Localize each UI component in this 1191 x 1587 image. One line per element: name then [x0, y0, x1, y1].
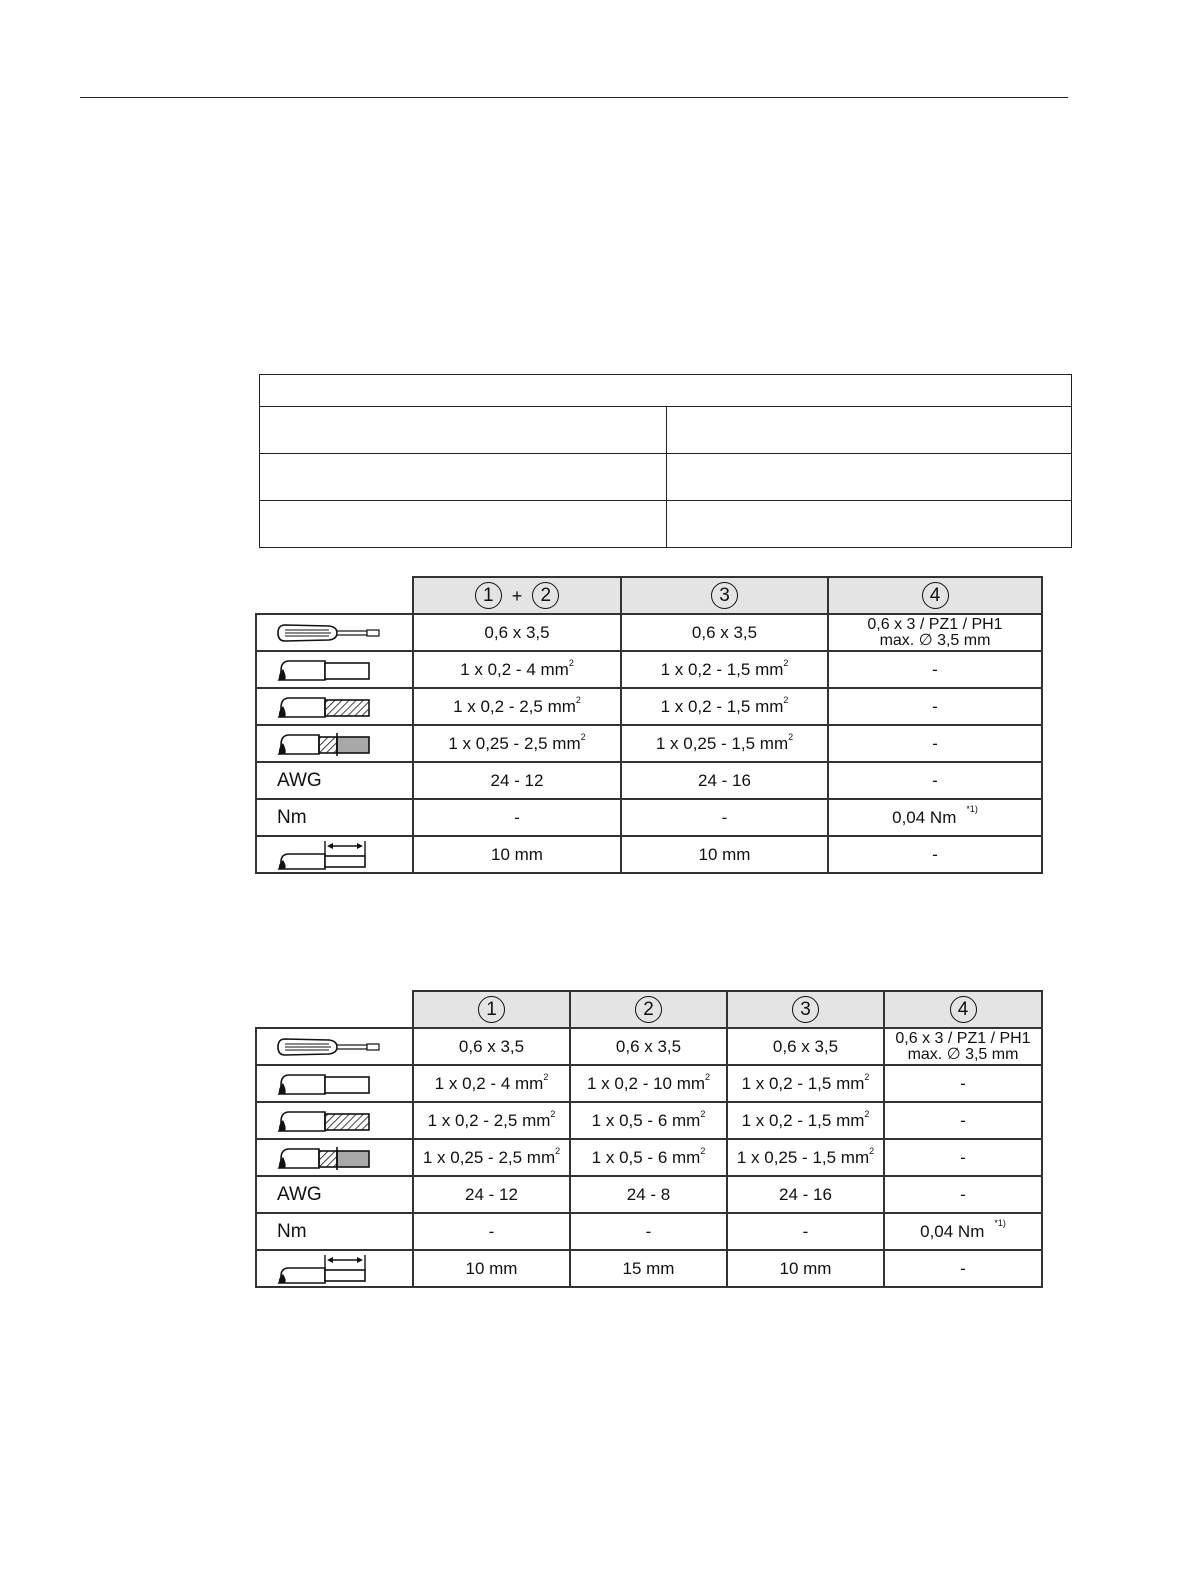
superscript: 2 — [705, 1072, 711, 1082]
header-terminal-4 — [884, 991, 1042, 1028]
screwdriver-icon-cell — [256, 614, 413, 651]
terminal-number: 2 — [532, 582, 559, 609]
solid-wire-icon-cell — [256, 651, 413, 688]
superscript: 2 — [783, 695, 789, 705]
superscript: 2 — [543, 1072, 549, 1082]
value-text: 1 x 0,2 - 1,5 mm — [741, 1111, 865, 1130]
awg-value: - — [828, 762, 1042, 799]
nm-value: - — [413, 1213, 570, 1250]
empty-cell — [667, 454, 1072, 501]
ferrule-solid-value — [570, 1065, 727, 1102]
terminal-number: 1 — [478, 996, 505, 1023]
strip-value: 10 mm — [727, 1250, 884, 1287]
strip-value: - — [884, 1250, 1042, 1287]
screwdriver-line: 0,6 x 3 / PZ1 / PH1 — [867, 615, 1003, 633]
awg-value: 24 - 12 — [413, 762, 621, 799]
value-text: 1 x 0,5 - 6 mm — [591, 1148, 701, 1167]
empty-cell — [260, 407, 667, 454]
ferrule-wire-icon — [277, 731, 373, 757]
plus-sign: + — [511, 585, 523, 606]
header-terminal-1 — [413, 991, 570, 1028]
ferrule-sleeve-value — [621, 725, 828, 762]
corner-cell — [256, 577, 413, 614]
header-terminal-3 — [621, 577, 828, 614]
screwdriver-icon-cell — [256, 1028, 413, 1065]
header-terminal-2 — [570, 991, 727, 1028]
stranded-value — [727, 1102, 884, 1139]
nm-value — [828, 799, 1042, 836]
strip-value: - — [828, 836, 1042, 873]
awg-value: 24 - 16 — [621, 762, 828, 799]
nm-value — [884, 1213, 1042, 1250]
ferrule-wire-icon-cell — [256, 725, 413, 762]
awg-value: 24 - 12 — [413, 1176, 570, 1213]
awg-label: AWG — [256, 1176, 413, 1213]
stranded-value — [413, 688, 621, 725]
awg-label: AWG — [256, 762, 413, 799]
value-text: 1 x 0,5 - 6 mm — [591, 1111, 701, 1130]
superscript: 2 — [580, 732, 586, 742]
screwdriver-line: max. ∅ 3,5 mm — [907, 1045, 1019, 1063]
value-text: 1 x 0,25 - 1,5 mm — [736, 1148, 870, 1167]
ferrule-solid-value — [621, 651, 828, 688]
value-text: 1 x 0,2 - 4 mm — [460, 660, 569, 679]
header-terminal-3 — [727, 991, 884, 1028]
screwdriver-value — [884, 1028, 1042, 1065]
nm-value: - — [727, 1213, 884, 1250]
superscript: 2 — [864, 1072, 870, 1082]
screwdriver-value: 0,6 x 3,5 — [570, 1028, 727, 1065]
ferrule-solid-value — [727, 1065, 884, 1102]
screwdriver-value — [828, 614, 1042, 651]
strip-length-icon-cell — [256, 836, 413, 873]
ferrule-sleeve-value — [413, 725, 621, 762]
empty-frame-table — [259, 374, 1072, 548]
value-text: 0,04 Nm — [892, 808, 957, 827]
nm-value: - — [621, 799, 828, 836]
strip-value: 10 mm — [413, 1250, 570, 1287]
screwdriver-value: 0,6 x 3,5 — [413, 1028, 570, 1065]
screwdriver-value: 0,6 x 3,5 — [727, 1028, 884, 1065]
terminal-number: 1 — [475, 582, 502, 609]
awg-value: - — [884, 1176, 1042, 1213]
terminal-number: 2 — [635, 996, 662, 1023]
terminal-number: 4 — [950, 996, 977, 1023]
strip-length-icon-cell — [256, 1250, 413, 1287]
stranded-value: - — [828, 688, 1042, 725]
nm-value: - — [570, 1213, 727, 1250]
empty-cell — [667, 501, 1072, 548]
ferrule-solid-value: - — [828, 651, 1042, 688]
stranded-wire-icon-cell — [256, 1102, 413, 1139]
stranded-value: - — [884, 1102, 1042, 1139]
superscript: 2 — [864, 1109, 870, 1119]
superscript: 2 — [700, 1146, 706, 1156]
value-text: 1 x 0,2 - 4 mm — [434, 1074, 544, 1093]
value-text: 1 x 0,2 - 2,5 mm — [453, 697, 576, 716]
nm-value: - — [413, 799, 621, 836]
empty-cell — [260, 454, 667, 501]
empty-cell — [667, 407, 1072, 454]
superscript: 2 — [568, 658, 574, 668]
value-text: 1 x 0,25 - 1,5 mm — [655, 734, 789, 753]
header-terminals-1-2 — [413, 577, 621, 614]
ferrule-wire-icon-cell — [256, 1139, 413, 1176]
stranded-wire-icon-cell — [256, 688, 413, 725]
stranded-value — [621, 688, 828, 725]
awg-value: 24 - 8 — [570, 1176, 727, 1213]
screwdriver-line: max. ∅ 3,5 mm — [879, 631, 991, 649]
superscript: 2 — [700, 1109, 706, 1119]
superscript: 2 — [783, 658, 789, 668]
screwdriver-value: 0,6 x 3,5 — [621, 614, 828, 651]
value-text: 1 x 0,2 - 2,5 mm — [427, 1111, 551, 1130]
terminal-spec-table-1 — [255, 576, 1043, 874]
strip-value: 15 mm — [570, 1250, 727, 1287]
ferrule-sleeve-value: - — [828, 725, 1042, 762]
screwdriver-value: 0,6 x 3,5 — [413, 614, 621, 651]
strip-value: 10 mm — [413, 836, 621, 873]
stranded-wire-icon — [277, 1108, 373, 1134]
value-text: 1 x 0,2 - 1,5 mm — [660, 660, 784, 679]
awg-value: 24 - 16 — [727, 1176, 884, 1213]
footnote-marker: *1) — [966, 804, 978, 814]
strip-value: 10 mm — [621, 836, 828, 873]
solid-wire-icon — [277, 657, 373, 683]
strip-length-icon — [277, 1254, 369, 1284]
ferrule-solid-value — [413, 1065, 570, 1102]
corner-cell — [256, 991, 413, 1028]
strip-length-icon — [277, 840, 369, 870]
header-terminal-4 — [828, 577, 1042, 614]
ferrule-sleeve-value: - — [884, 1139, 1042, 1176]
terminal-number: 3 — [792, 996, 819, 1023]
stranded-value — [413, 1102, 570, 1139]
superscript: 2 — [575, 695, 581, 705]
footnote-marker: *1) — [994, 1218, 1006, 1228]
ferrule-solid-value — [413, 651, 621, 688]
terminal-number: 4 — [922, 582, 949, 609]
header-rule — [80, 97, 1068, 98]
terminal-spec-table-2 — [255, 990, 1043, 1288]
superscript: 2 — [869, 1146, 875, 1156]
screwdriver-line: 0,6 x 3 / PZ1 / PH1 — [895, 1029, 1031, 1047]
ferrule-sleeve-value — [727, 1139, 884, 1176]
solid-wire-icon-cell — [256, 1065, 413, 1102]
value-text: 0,04 Nm — [920, 1222, 985, 1241]
empty-cell — [260, 501, 667, 548]
superscript: 2 — [550, 1109, 556, 1119]
ferrule-wire-icon — [277, 1145, 373, 1171]
stranded-wire-icon — [277, 694, 373, 720]
superscript: 2 — [555, 1146, 561, 1156]
value-text: 1 x 0,2 - 1,5 mm — [660, 697, 784, 716]
stranded-value — [570, 1102, 727, 1139]
screwdriver-icon — [277, 1035, 383, 1059]
value-text: 1 x 0,2 - 1,5 mm — [741, 1074, 865, 1093]
ferrule-sleeve-value — [413, 1139, 570, 1176]
nm-label: Nm — [256, 1213, 413, 1250]
terminal-number: 3 — [711, 582, 738, 609]
superscript: 2 — [788, 732, 794, 742]
value-text: 1 x 0,25 - 2,5 mm — [422, 1148, 556, 1167]
value-text: 1 x 0,2 - 10 mm — [586, 1074, 706, 1093]
solid-wire-icon — [277, 1071, 373, 1097]
value-text: 1 x 0,25 - 2,5 mm — [448, 734, 581, 753]
nm-label: Nm — [256, 799, 413, 836]
screwdriver-icon — [277, 621, 383, 645]
ferrule-solid-value: - — [884, 1065, 1042, 1102]
ferrule-sleeve-value — [570, 1139, 727, 1176]
empty-cell — [260, 375, 1072, 407]
